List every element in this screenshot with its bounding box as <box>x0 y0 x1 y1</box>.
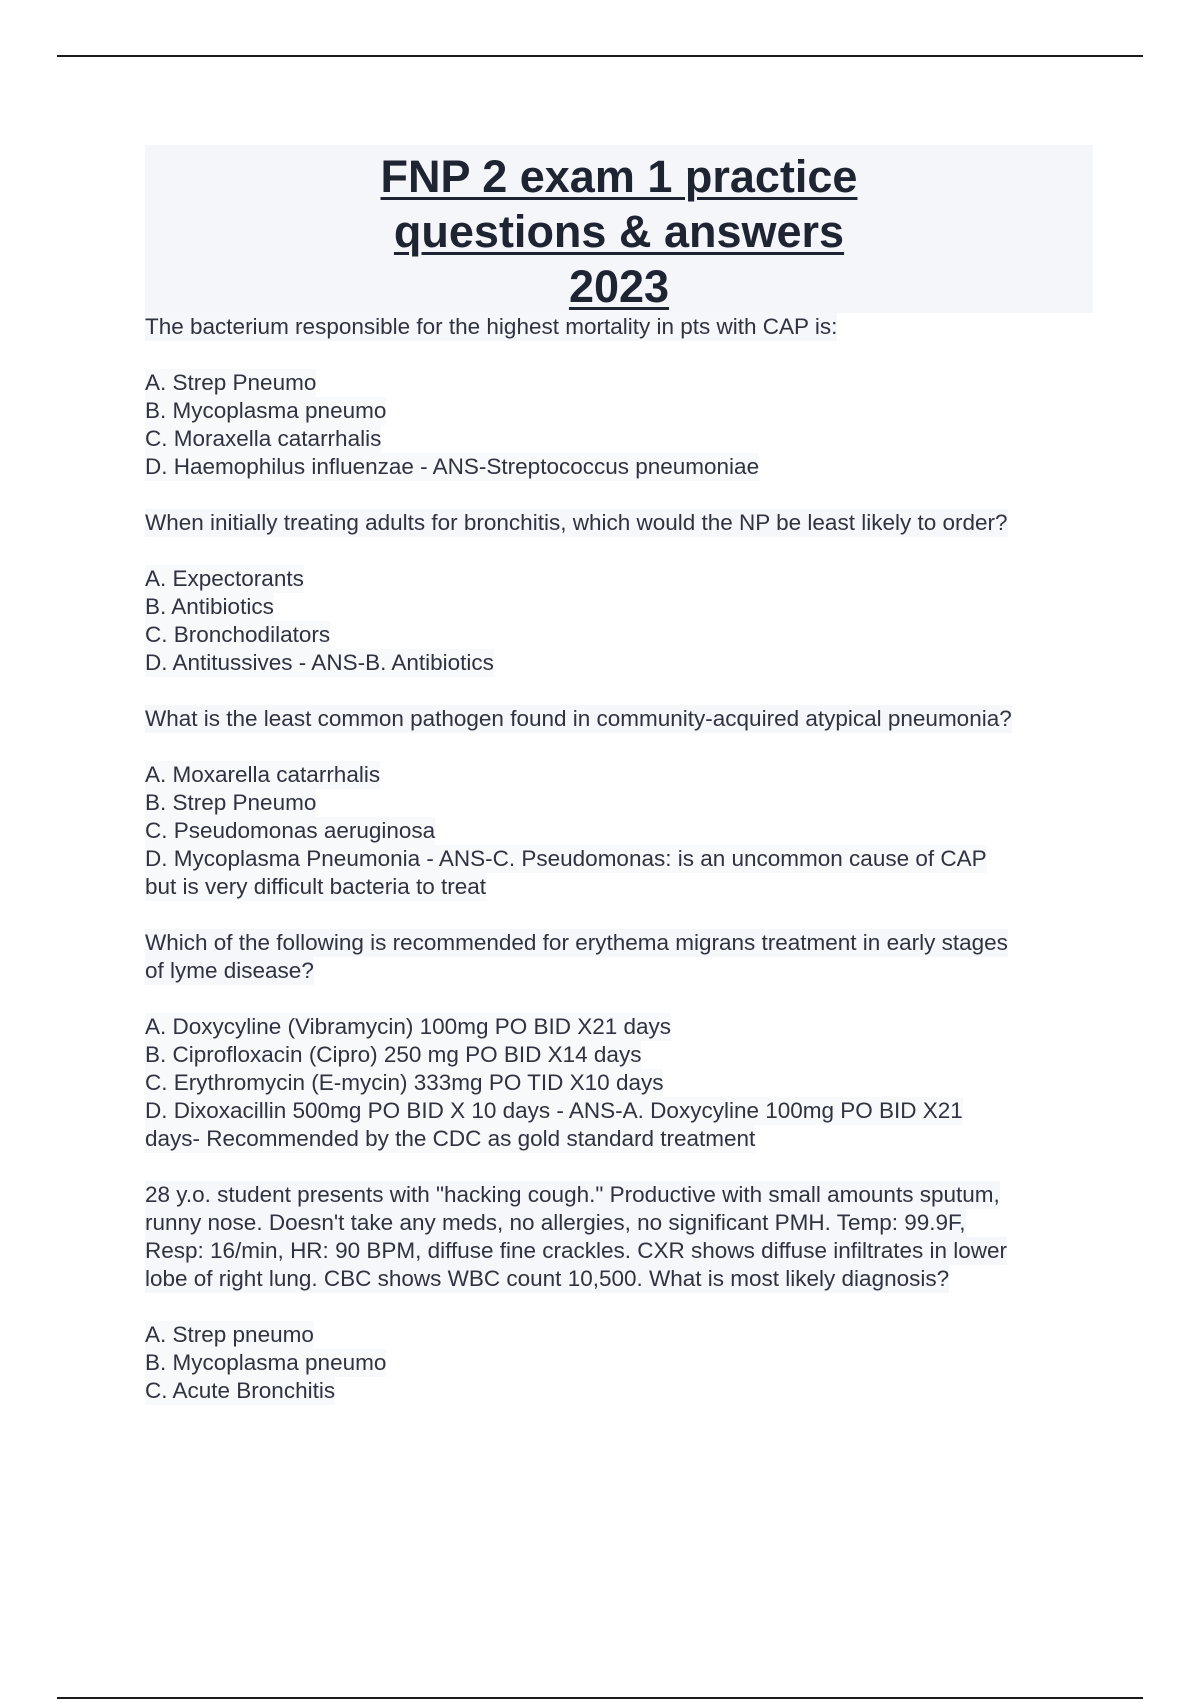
question-4 <box>145 929 1093 985</box>
question-text: The bacterium responsible for the highest mortality in pts with CAP is: <box>145 314 838 339</box>
question-list <box>145 313 1093 1405</box>
option: A. Expectorants <box>145 566 304 591</box>
question-2 <box>145 509 1093 537</box>
options-3 <box>145 761 1093 901</box>
options-1 <box>145 369 1093 481</box>
option-with-answer: D. Mycoplasma Pneumonia - ANS-C. Pseudomonas: is an uncommon cause of CAP <box>145 846 987 871</box>
options-2 <box>145 565 1093 677</box>
top-rule <box>57 55 1143 57</box>
question-text: lobe of right lung. CBC shows WBC count 10,500. What is most likely diagnosis? <box>145 1266 950 1291</box>
option: B. Strep Pneumo <box>145 790 317 815</box>
question-3 <box>145 705 1093 733</box>
options-5 <box>145 1321 1093 1405</box>
question-text: runny nose. Doesn't take any meds, no allergies, no significant PMH. Temp: 99.9F, <box>145 1210 966 1235</box>
question-5 <box>145 1181 1093 1293</box>
options-4 <box>145 1013 1093 1153</box>
document-title <box>145 149 1093 314</box>
title-banner <box>145 145 1093 313</box>
option: B. Mycoplasma pneumo <box>145 1350 387 1375</box>
bottom-rule <box>57 1697 1143 1699</box>
option: C. Acute Bronchitis <box>145 1378 336 1403</box>
question-text: When initially treating adults for bronchitis, which would the NP be least likely to order? <box>145 510 1008 535</box>
answer-continuation: days- Recommended by the CDC as gold standard treatment <box>145 1126 756 1151</box>
option: C. Bronchodilators <box>145 622 331 647</box>
title-line: FNP 2 exam 1 practice <box>380 151 858 202</box>
option: C. Moraxella catarrhalis <box>145 426 382 451</box>
title-line: questions & answers <box>393 206 845 257</box>
question-text: of lyme disease? <box>145 958 314 983</box>
option-with-answer: D. Antitussives - ANS-B. Antibiotics <box>145 650 494 675</box>
question-text: Which of the following is recommended for erythema migrans treatment in early stages <box>145 930 1008 955</box>
document-page <box>145 145 1093 1433</box>
option: A. Strep pneumo <box>145 1322 314 1347</box>
question-text: Resp: 16/min, HR: 90 BPM, diffuse fine crackles. CXR shows diffuse infiltrates in lower <box>145 1238 1008 1263</box>
option: B. Antibiotics <box>145 594 274 619</box>
option: A. Strep Pneumo <box>145 370 317 395</box>
question-text: 28 y.o. student presents with "hacking cough." Productive with small amounts sputum, <box>145 1182 1000 1207</box>
title-line: 2023 <box>568 261 670 312</box>
answer-continuation: but is very difficult bacteria to treat <box>145 874 486 899</box>
question-1 <box>145 313 1093 341</box>
question-text: What is the least common pathogen found in community-acquired atypical pneumonia? <box>145 706 1012 731</box>
option: B. Mycoplasma pneumo <box>145 398 387 423</box>
option: A. Doxycyline (Vibramycin) 100mg PO BID X21 days <box>145 1014 672 1039</box>
option: C. Erythromycin (E-mycin) 333mg PO TID X10 days <box>145 1070 664 1095</box>
option: C. Pseudomonas aeruginosa <box>145 818 436 843</box>
option-with-answer: D. Haemophilus influenzae - ANS-Streptococcus pneumoniae <box>145 454 760 479</box>
option-with-answer: D. Dixoxacillin 500mg PO BID X 10 days - ANS-A. Doxycyline 100mg PO BID X21 <box>145 1098 963 1123</box>
option: B. Ciprofloxacin (Cipro) 250 mg PO BID X14 days <box>145 1042 642 1067</box>
option: A. Moxarella catarrhalis <box>145 762 381 787</box>
